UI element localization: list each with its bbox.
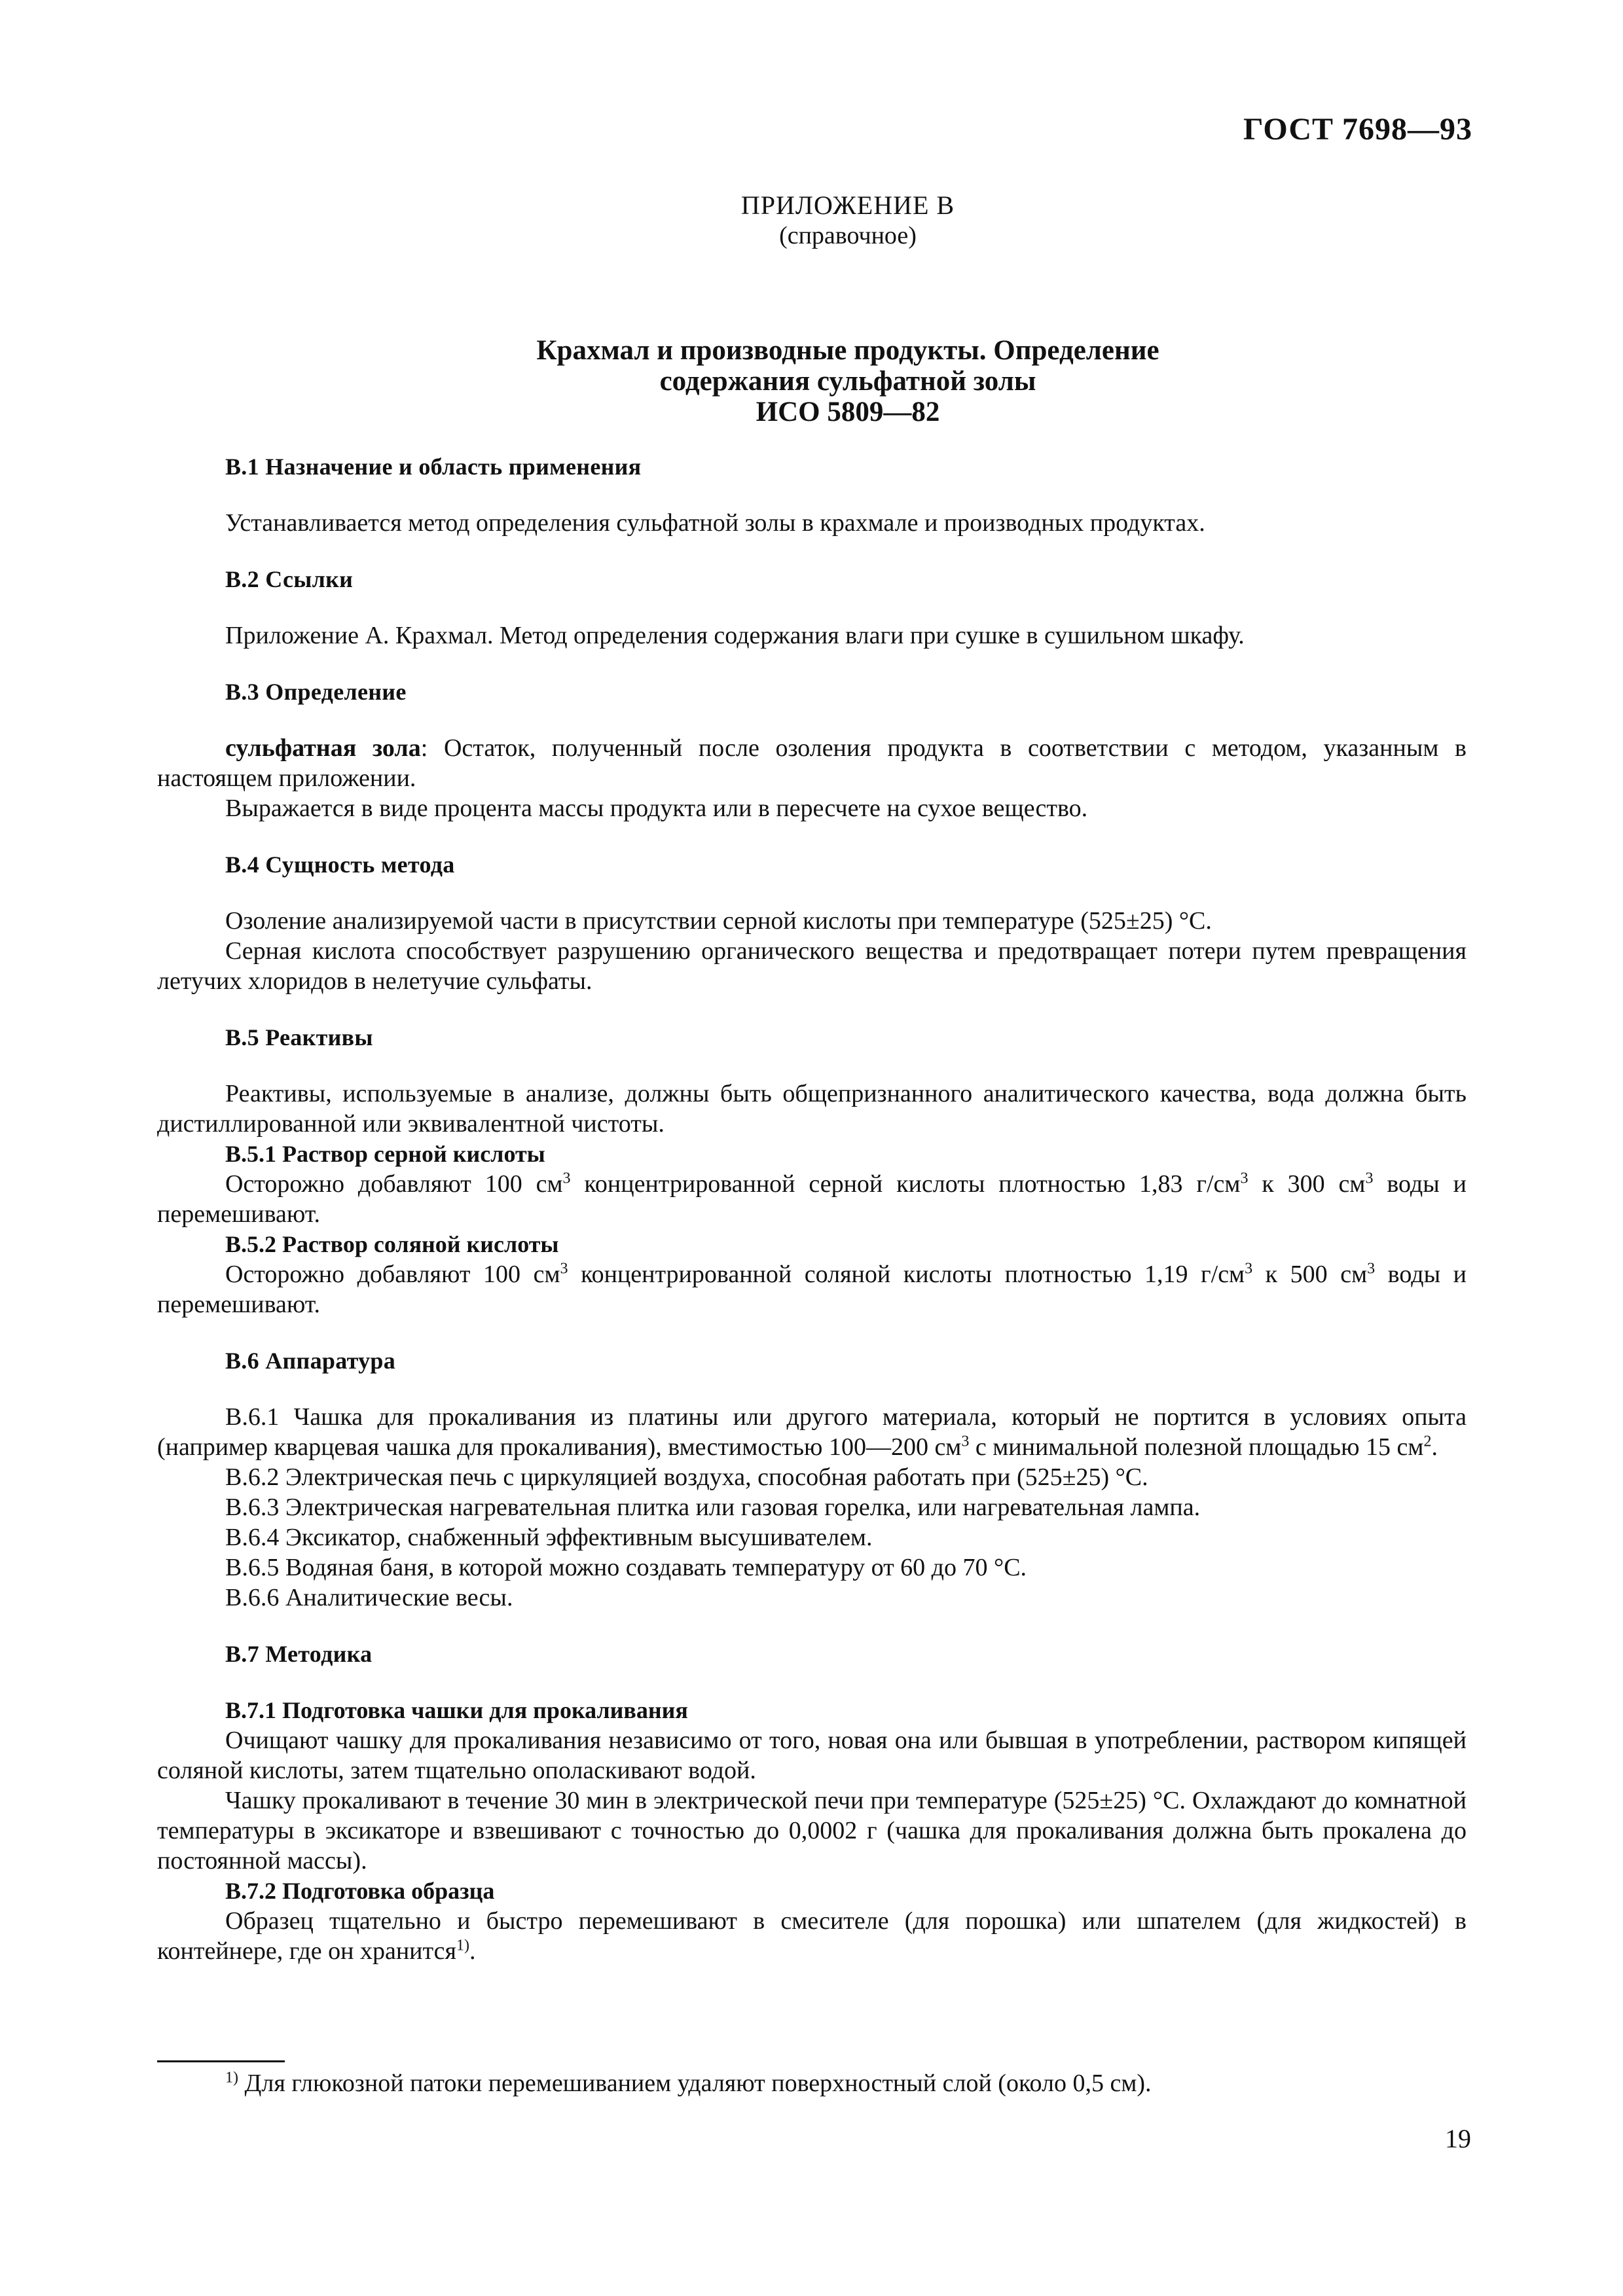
subsection-heading-b51: В.5.1 Раствор серной кислоты [225,1141,545,1167]
footnote-mark: 1) [225,2069,238,2087]
text-fragment: Осторожно добавляют 100 см [225,1261,560,1288]
section-b4-p2: Серная кислота способствует разрушению органического вещества и предотвращает потери путем превращения летучих хлоридов в нелетучие сульфаты. [157,937,1467,995]
section-heading-b6: В.6 Аппаратура [225,1348,396,1374]
appendix-subtitle: (справочное) [779,222,917,249]
text-fragment: воды и перемешивают. [157,1170,1467,1228]
title-line-1: Крахмал и производные продукты. Определение [536,335,1159,366]
title-line-2: содержания сульфатной золы [659,366,1036,397]
section-heading-b3: В.3 Определение [225,679,407,705]
section-b4-p1: Озоление анализируемой части в присутствии серной кислоты при температуре (525±25) °С. [225,907,1212,935]
text-fragment: . [1431,1433,1438,1461]
section-heading-b5: В.5 Реактивы [225,1024,373,1050]
section-b1-text: Устанавливается метод определения сульфатной золы в крахмале и производных продуктах. [225,509,1205,537]
superscript: 3 [1240,1170,1249,1187]
title-line-3: ИСО 5809—82 [756,397,940,427]
text-fragment: концентрированной серной кислоты плотностью 1,83 г/см [570,1170,1241,1198]
section-heading-b7: В.7 Методика [225,1641,373,1667]
superscript: 3 [562,1170,571,1187]
document-title [216,335,1480,427]
superscript: 3 [1365,1170,1374,1187]
footnote-reference: 1) [456,1937,469,1954]
section-heading-b2: В.2 Ссылки [225,566,354,592]
subsection-b52-text [157,1259,1467,1319]
text-fragment: . [469,1937,476,1965]
section-b5-p1: Реактивы, используемые в анализе, должны быть общепризнанного аналитического качества, вода должна быть дистиллированной или эквивалентной чистоты. [157,1080,1467,1138]
section-b3-definition [157,733,1467,793]
appendix-title: ПРИЛОЖЕНИЕ В [740,190,955,220]
superscript: 3 [1245,1260,1253,1278]
subsection-b71-p1: Очищают чашку для прокаливания независимо от того, новая она или бывшая в употреблении, раствором кипящей соляной кислоты, затем тщательно ополаскивают водой. [157,1727,1467,1784]
text-fragment: Образец тщательно и быстро перемешивают в смесителе (для порошка) или шпателем (для жидкостей) в контейнере, где он хранится [157,1907,1467,1965]
subsection-heading-b72: В.7.2 Подготовка образца [225,1878,495,1904]
subsection-b51-text [157,1169,1467,1229]
section-heading-b4: В.4 Сущность метода [225,852,455,878]
text-fragment: воды и перемешивают. [157,1261,1467,1318]
section-b3-text2: Выражается в виде процента массы продукта или в пересчете на сухое вещество. [225,795,1088,822]
term-sulfate-ash: сульфатная зола [225,734,421,762]
document-body [157,452,1467,1966]
item-b65: В.6.5 Водяная баня, в которой можно создавать температуру от 60 до 70 °С. [225,1554,1027,1581]
text-fragment: Осторожно добавляют 100 см [225,1170,563,1198]
text-fragment: к 300 см [1248,1170,1366,1198]
text-fragment: к 500 см [1252,1261,1368,1288]
text-fragment: концентрированной соляной кислоты плотностью 1,19 г/см [568,1261,1245,1288]
item-b63: В.6.3 Электрическая нагревательная плитка или газовая горелка, или нагревательная лампа. [225,1494,1201,1521]
text-fragment: В.6.1 Чашка для прокаливания из платины или другого материала, который не портится в условиях опыта (например кварцевая чашка для прокаливания), вместимостью 100—200 см [157,1403,1467,1461]
section-heading-b1: В.1 Назначение и область применения [225,454,642,480]
item-b62: В.6.2 Электрическая печь с циркуляцией воздуха, способная работать при (525±25) °С. [225,1463,1148,1491]
standard-number: ГОСТ 7698—93 [1243,112,1472,147]
subsection-heading-b52: В.5.2 Раствор соляной кислоты [225,1231,559,1257]
subsection-b72-p1 [157,1906,1467,1966]
subsection-b71-p2: Чашку прокаливают в течение 30 мин в электрической печи при температуре (525±25) °С. Охлаждают до комнатной температуры в эксикаторе и взвешивают с точностью до 0,0002 г (чашка для прокаливания должна быть прокалена до постоянной массы). [157,1787,1467,1874]
section-b2-text: Приложение А. Крахмал. Метод определения содержания влаги при сушке в сушильном шкафу. [225,622,1245,649]
superscript: 2 [1423,1433,1432,1450]
footnote [225,2068,1469,2098]
superscript: 3 [560,1260,568,1278]
subsection-heading-b71: В.7.1 Подготовка чашки для прокаливания [225,1697,688,1723]
item-b66: В.6.6 Аналитические весы. [225,1584,513,1611]
superscript: 3 [961,1433,970,1450]
footnote-text: Для глюкозной патоки перемешиванием удаляют поверхностный слой (около 0,5 см). [238,2070,1152,2097]
item-b61 [157,1402,1467,1462]
footnote-divider [157,2060,285,2062]
text-fragment: с минимальной полезной площадью 15 см [969,1433,1424,1461]
definition-text: : Остаток, полученный после озоления продукта в соответствии с методом, указанным в настоящем приложении. [157,734,1467,792]
page-number: 19 [1445,2124,1471,2153]
item-b64: В.6.4 Эксикатор, снабженный эффективным высушивателем. [225,1524,873,1551]
superscript: 3 [1367,1260,1376,1278]
